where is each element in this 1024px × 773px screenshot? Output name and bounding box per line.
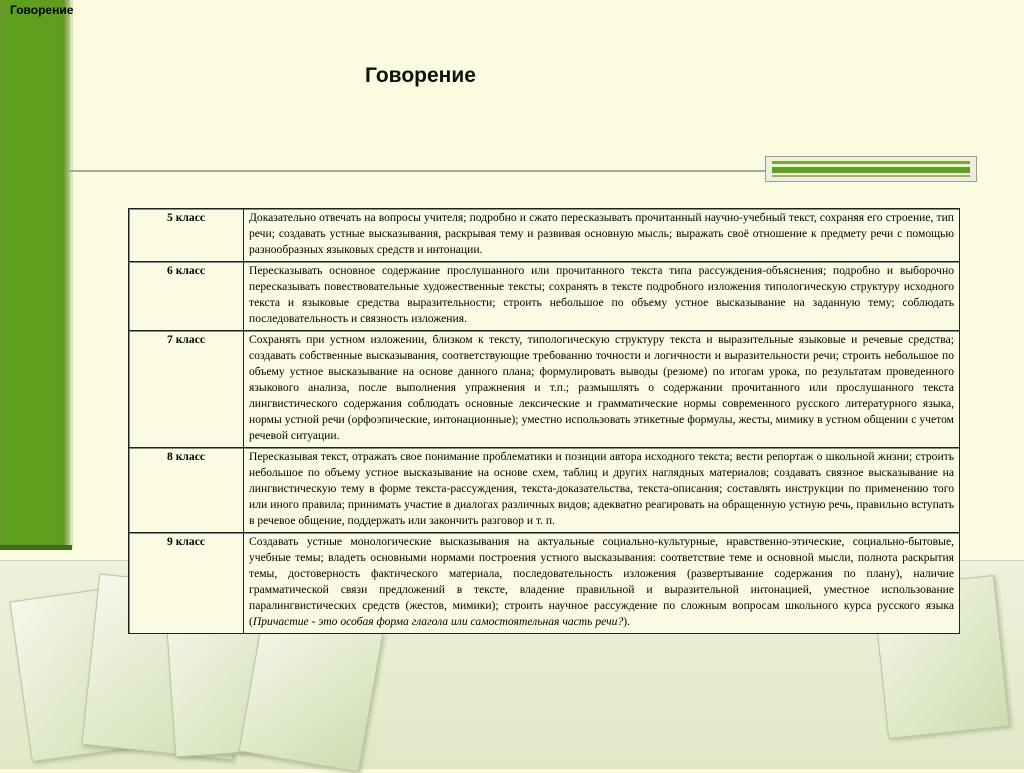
description-cell: Сохранять при устном изложении, близком к тексту, типологическую структуру текста и выразительные языковые и речевые средства; создавать собственные высказывания, соответствующие требованию точности и логичности и выразительности речи; строить небольшое по объему устное высказывание на основе данного плана; формулировать выводы (резюме) по итогам урока, по результатам проведенного языкового анализа, после выполнения упражнения и т.п.; размышлять о содержании прочитанного или прослушанного текста лингвистического содержания соблюдать основные лексические и грамматические нормы современного русского литературного языка, нормы устной речи (орфоэпические, интонационные); уместно использовать этикетные формулы, жесты, мимику в устном общении с учетом речевой ситуации. bbox=[244, 331, 960, 448]
grade-cell: 5 класс bbox=[129, 209, 244, 262]
description-cell: Доказательно отвечать на вопросы учителя; подробно и сжато пересказывать прочитанный научно-учебный текст, сохраняя его строение, тип речи; создавать устные высказывания, раскрывая тему и развивая основную мысль; выражать своё отношение к предмету речи с помощью разнообразных языковых средств и интонации. bbox=[244, 209, 960, 262]
table-row bbox=[129, 209, 960, 262]
slide-small-title: Говорение bbox=[10, 3, 74, 17]
left-green-bar-fill bbox=[6, 0, 62, 545]
description-cell: Пересказывать основное содержание прослушанного или прочитанного текста типа рассуждения-объяснения; подробно и выборочно пересказывать повествовательные художественные тексты; сохранять в тексте подробного изложения типологическую структуру исходного текста и языковые средства выразительности; строить небольшое по объему устное высказывание на заданную тему; соблюдать последовательность и связность изложения. bbox=[244, 262, 960, 331]
table-row bbox=[129, 533, 960, 634]
grade-cell: 8 класс bbox=[129, 448, 244, 533]
horizontal-rule bbox=[68, 170, 768, 172]
decorative-page bbox=[239, 611, 384, 772]
left-bar-shadow bbox=[0, 545, 72, 550]
grade-cell: 9 класс bbox=[129, 533, 244, 634]
table-row bbox=[129, 331, 960, 448]
speaking-requirements-table bbox=[128, 208, 960, 634]
description-cell bbox=[244, 533, 960, 634]
description-italic-text: Причастие - это особая форма глагола или самостоятельная часть речи? bbox=[252, 615, 624, 628]
description-text: Создавать устные монологические высказывания на актуальные социально-культурные, нравственно-этические, социально-бытовые, учебные темы; владеть основными нормами построения устного высказывания: соответствие теме и основной мысли, полнота раскрытия темы, достоверность фактического материала, последовательность изложения (развертывание содержания по плану), наличие грамматической связи предложений в тексте, владение правильной и выразительной интонацией, уместное использование паралингвистических средств (жестов, мимики); строить научное рассуждение по сложным вопросам школьного курса русского языка ( bbox=[249, 535, 954, 628]
decorative-stripes bbox=[765, 156, 977, 182]
left-green-bar bbox=[0, 0, 73, 548]
grade-cell: 6 класс bbox=[129, 262, 244, 331]
description-text-end: ). bbox=[623, 615, 631, 628]
grade-cell: 7 класс bbox=[129, 331, 244, 448]
table-row bbox=[129, 448, 960, 533]
description-cell: Пересказывая текст, отражать свое понимание проблематики и позиции автора исходного текста; вести репортаж о школьной жизни; строить небольшое по объему устное высказывание на основе схем, таблиц и других наглядных материалов; создавать связное высказывание на лингвистическую тему в форме текста-рассуждения, текста-доказательства, текста-описания; составлять инструкции по применению того или иного правила; принимать участие в диалогах различных видов; адекватно реагировать на обращенную устную речь, правильно вступать в речевое общение, поддержать или закончить разговор и т. п. bbox=[244, 448, 960, 533]
table-row bbox=[129, 262, 960, 331]
page-title: Говорение bbox=[365, 64, 476, 87]
